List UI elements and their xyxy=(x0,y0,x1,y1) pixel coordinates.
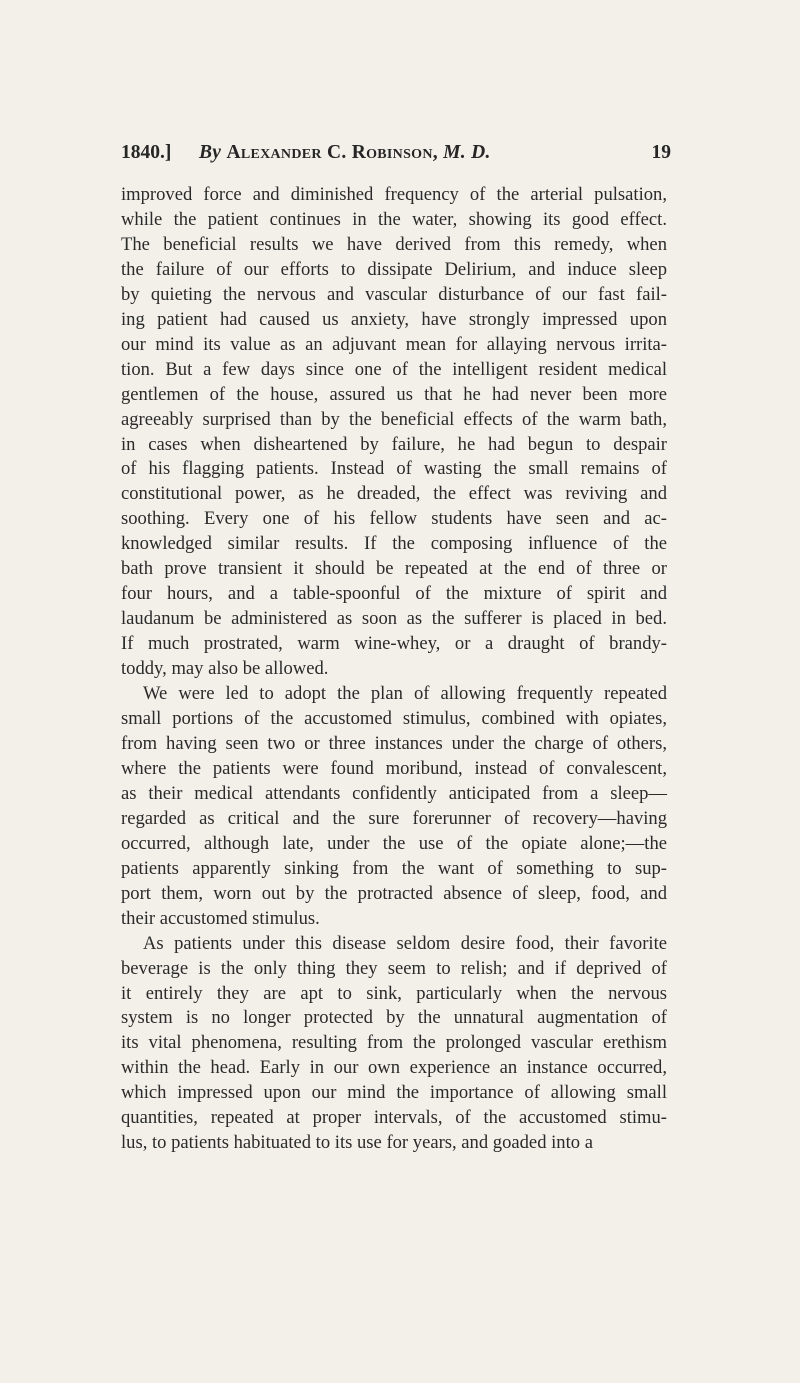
text-line: four hours, and a table-spoonful of the mixture of spirit and xyxy=(121,583,667,605)
page-number: 19 xyxy=(651,142,671,163)
header-degree: M. D. xyxy=(443,142,491,163)
text-line: occurred, although late, under the use of the opiate alone;—the xyxy=(121,832,667,854)
text-line: constitutional power, as he dreaded, the effect was reviving and xyxy=(121,483,667,505)
text-line: the failure of our efforts to dissipate Delirium, and induce sleep xyxy=(121,258,667,280)
text-line: knowledged similar results. If the composing influence of the xyxy=(121,533,667,555)
text-line: The beneficial results we have derived from this remedy, when xyxy=(121,233,667,255)
text-line: port them, worn out by the protracted absence of sleep, food, and xyxy=(121,882,667,904)
header-by: By xyxy=(199,142,222,163)
running-head xyxy=(121,142,671,170)
text-line: while the patient continues in the water, showing its good effect. xyxy=(121,208,667,230)
body-text xyxy=(121,183,667,1156)
text-line: of his flagging patients. Instead of wasting the small remains of xyxy=(121,458,667,480)
text-line: system is no longer protected by the unnatural augmentation of xyxy=(121,1007,667,1029)
text-line: our mind its value as an adjuvant mean for allaying nervous irrita- xyxy=(121,333,667,355)
header-author xyxy=(199,142,491,164)
paragraph xyxy=(121,682,667,932)
text-line: agreeably surprised than by the beneficial effects of the warm bath, xyxy=(121,408,667,430)
text-line: ing patient had caused us anxiety, have strongly impressed upon xyxy=(121,308,667,330)
text-line: by quieting the nervous and vascular disturbance of our fast fail- xyxy=(121,283,667,305)
text-line: where the patients were found moribund, instead of convalescent, xyxy=(121,757,667,779)
text-line: We were led to adopt the plan of allowing frequently repeated xyxy=(143,683,667,705)
text-line: toddy, may also be allowed. xyxy=(121,658,329,680)
text-line: lus, to patients habituated to its use for years, and goaded into a xyxy=(121,1132,593,1154)
text-line: which impressed upon our mind the importance of allowing small xyxy=(121,1082,667,1104)
text-line: bath prove transient it should be repeated at the end of three or xyxy=(121,558,667,580)
text-line: its vital phenomena, resulting from the prolonged vascular erethism xyxy=(121,1032,667,1054)
text-line: patients apparently sinking from the want of something to sup- xyxy=(121,857,667,879)
text-line: within the head. Early in our own experience an instance occurred, xyxy=(121,1057,667,1079)
header-author-name: Alexander C. Robinson, xyxy=(226,142,438,163)
text-line: quantities, repeated at proper intervals, of the accustomed stimu- xyxy=(121,1107,667,1129)
header-year: 1840.] xyxy=(121,142,172,163)
text-line: laudanum be administered as soon as the sufferer is placed in bed. xyxy=(121,608,667,630)
text-line: improved force and diminished frequency of the arterial pulsation, xyxy=(121,184,667,205)
text-line: in cases when disheartened by failure, he had begun to despair xyxy=(121,433,667,455)
text-line: from having seen two or three instances under the charge of others, xyxy=(121,732,667,754)
text-line: small portions of the accustomed stimulus, combined with opiates, xyxy=(121,708,667,730)
text-line: it entirely they are apt to sink, particularly when the nervous xyxy=(121,982,667,1004)
text-line: regarded as critical and the sure forerunner of recovery—having xyxy=(121,807,667,829)
text-line: As patients under this disease seldom desire food, their favorite xyxy=(143,932,667,954)
text-line: If much prostrated, warm wine-whey, or a draught of brandy- xyxy=(121,633,667,655)
text-line: as their medical attendants confidently anticipated from a sleep— xyxy=(121,782,667,804)
paragraph xyxy=(121,183,667,682)
text-line: tion. But a few days since one of the intelligent resident medical xyxy=(121,358,667,380)
text-line: beverage is the only thing they seem to relish; and if deprived of xyxy=(121,957,667,979)
text-line: soothing. Every one of his fellow students have seen and ac- xyxy=(121,508,667,530)
text-line: their accustomed stimulus. xyxy=(121,907,320,929)
paragraph xyxy=(121,932,667,1157)
text-line: gentlemen of the house, assured us that he had never been more xyxy=(121,383,667,405)
